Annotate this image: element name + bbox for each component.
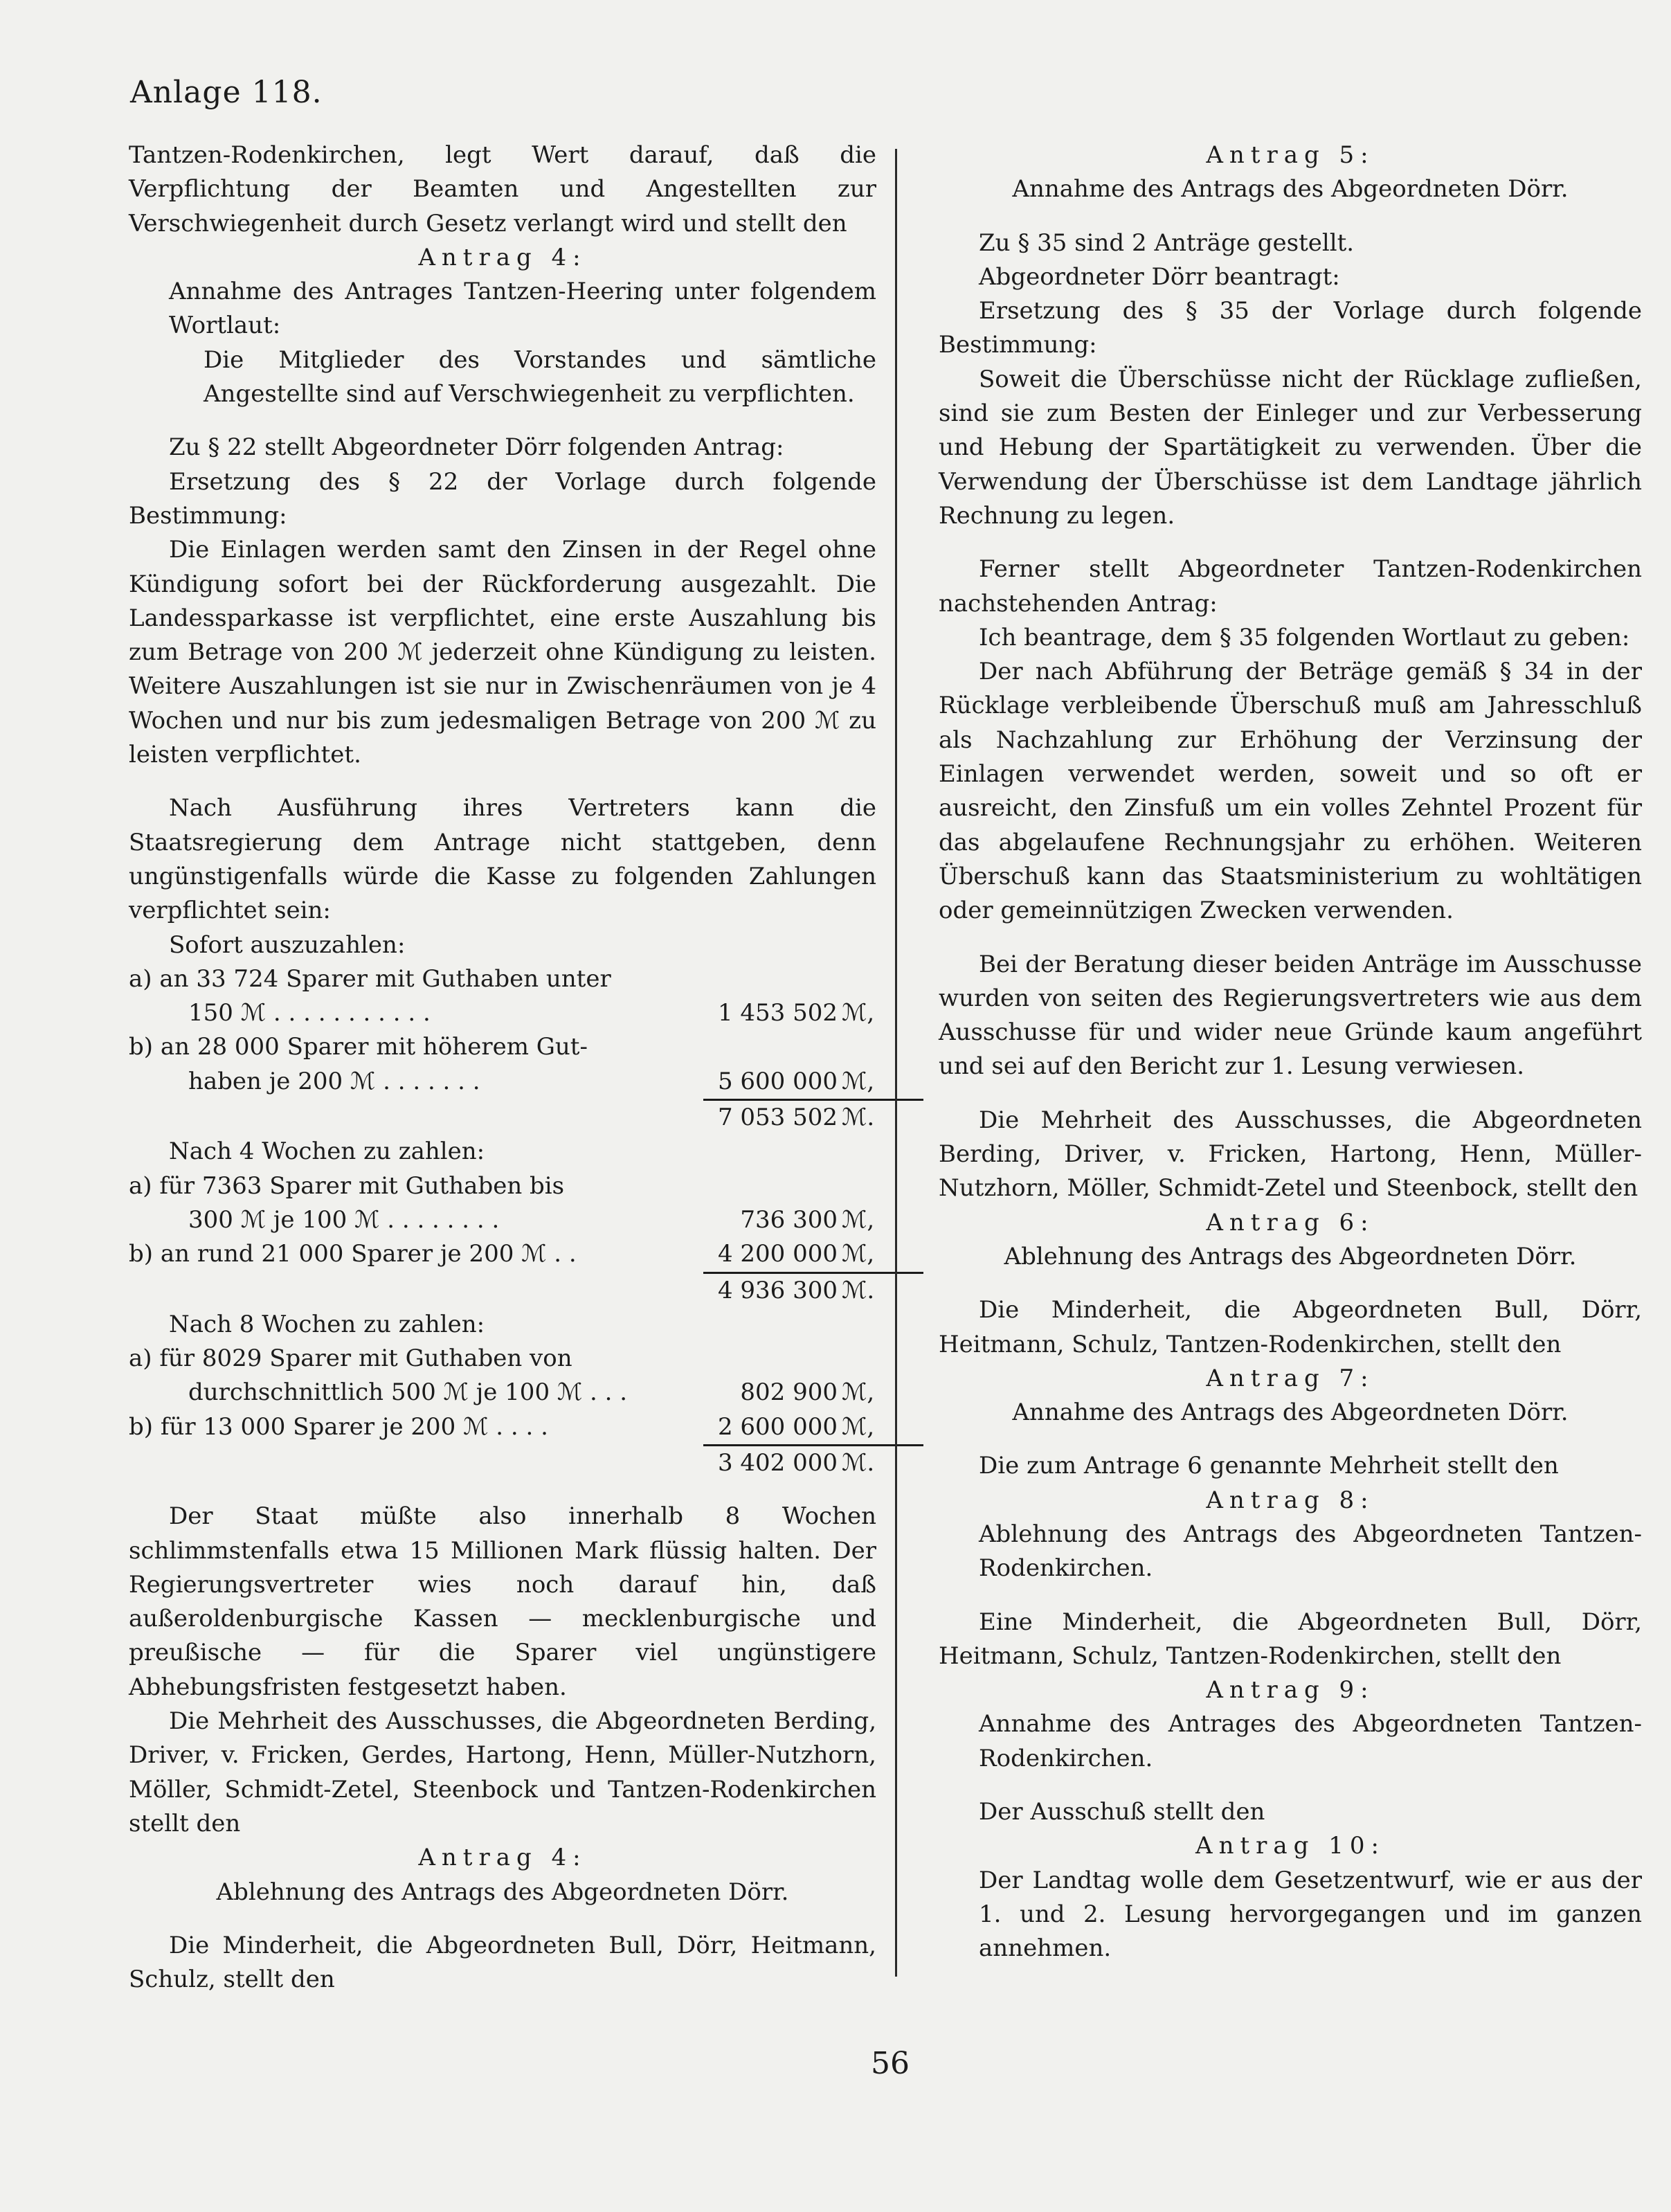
table-unit: ℳ, (842, 1205, 875, 1234)
sum-amount: 3 402 000 (717, 1448, 838, 1477)
sum-amount: 7 053 502 (717, 1104, 838, 1132)
paragraph: Ersetzung des § 35 der Vorlage durch folgende Bestimmung: (939, 297, 1642, 359)
table-amount: 5 600 000 (717, 1067, 838, 1095)
paragraph: Die zum Antrage 6 genannte Mehrheit stellt den (979, 1452, 1559, 1480)
table-row (129, 1237, 876, 1271)
table-row (129, 1065, 876, 1099)
paragraph: Zu § 35 sind 2 Anträge gestellt. (979, 228, 1355, 257)
table-unit: ℳ, (842, 1240, 875, 1268)
paragraph: Die Minderheit, die Abgeordneten Bull, Dörr, Heitmann, Schulz, Tantzen-Rodenkirchen, stellt den (939, 1296, 1642, 1358)
table-unit: ℳ, (842, 1067, 875, 1095)
antrag-text: Annahme des Antrags des Abgeordneten Dörr. (1012, 175, 1569, 204)
paragraph: Abgeordneter Dörr beantragt: (979, 262, 1340, 291)
table-unit: ℳ, (842, 1378, 875, 1407)
table-line: b) an 28 000 Sparer mit höherem Gut- (129, 1033, 588, 1061)
table-label: 300 ℳ je 100 ℳ . . . . . . . . (188, 1205, 500, 1234)
table-label: haben je 200 ℳ . . . . . . . (188, 1067, 480, 1095)
antrag-heading: Antrag 8: (1206, 1486, 1375, 1514)
table-label: 150 ℳ . . . . . . . . . . . (188, 999, 431, 1027)
table-amount: 736 300 (740, 1205, 838, 1234)
table-row (129, 1410, 876, 1444)
paragraph: Nach Ausführung ihres Vertreters kann die Staatsregierung dem Antrage nicht stattgeben, denn ungünstigenfalls würde die Kasse zu folgenden Zahlungen verpflichtet sein: (129, 794, 876, 925)
antrag-heading: Antrag 10: (1195, 1832, 1385, 1860)
table-amount: 802 900 (740, 1378, 838, 1407)
antrag-heading: Antrag 5: (1206, 141, 1375, 169)
paragraph: Die Mehrheit des Ausschusses, die Abgeordneten Berding, Driver, v. Fricken, Hartong, Henn, Müller-Nutzhorn, Möller, Schmidt-Zetel und Steenbock, stellt den (939, 1106, 1642, 1203)
antrag-heading: Antrag 9: (1206, 1676, 1375, 1705)
paragraph: Der Staat müßte also innerhalb 8 Wochen schlimmstenfalls etwa 15 Millionen Mark flüssig halten. Der Regierungsvertreter wies noch darauf hin, daß außeroldenburgische Kassen — mecklenburgische und preußische — für die Sparer viel ungünstigere Abhebungsfristen festgesetzt haben. (129, 1502, 876, 1701)
table-unit: ℳ. (842, 1104, 875, 1132)
table-line: a) an 33 724 Sparer mit Guthaben unter (129, 964, 611, 993)
right-column (939, 138, 1642, 1966)
paragraph: Die Minderheit, die Abgeordneten Bull, Dörr, Heitmann, Schulz, stellt den (129, 1931, 876, 1994)
table-line: a) für 7363 Sparer mit Guthaben bis (129, 1171, 565, 1200)
sum-row (129, 1274, 876, 1308)
paragraph: Ferner stellt Abgeordneter Tantzen-Rodenkirchen nachstehenden Antrag: (939, 555, 1642, 618)
table-row (129, 1376, 876, 1410)
paragraph: Zu § 22 stellt Abgeordneter Dörr folgenden Antrag: (169, 433, 784, 462)
antrag-text: Annahme des Antrages des Abgeordneten Tantzen-Rodenkirchen. (979, 1710, 1642, 1772)
table-unit: ℳ. (842, 1448, 875, 1477)
sum-amount: 4 936 300 (717, 1276, 838, 1304)
table-line: a) für 8029 Sparer mit Guthaben von (129, 1345, 572, 1373)
table-amount: 4 200 000 (717, 1240, 838, 1268)
table-unit: ℳ. (842, 1276, 875, 1304)
table-unit: ℳ, (842, 1412, 875, 1441)
sum-row (129, 1446, 876, 1480)
table-label: b) an rund 21 000 Sparer je 200 ℳ . . (129, 1240, 577, 1268)
antrag-text: Ablehnung des Antrags des Abgeordneten Dörr. (216, 1878, 789, 1906)
paragraph: Eine Minderheit, die Abgeordneten Bull, Dörr, Heitmann, Schulz, Tantzen-Rodenkirchen, stellt den (939, 1608, 1642, 1670)
antrag-heading: Antrag 4: (418, 243, 587, 271)
paragraph: Tantzen-Rodenkirchen, legt Wert darauf, daß die Verpflichtung der Beamten und Angestellten zur Verschwiegenheit durch Gesetz verlangt wird und stellt den (129, 141, 876, 237)
left-column (129, 138, 876, 1997)
table-label: durchschnittlich 500 ℳ je 100 ℳ . . . (188, 1378, 628, 1407)
paragraph: Ersetzung des § 22 der Vorlage durch folgende Bestimmung: (129, 467, 876, 530)
table-group-heading: Sofort auszuzahlen: (169, 930, 406, 959)
antrag-heading: Antrag 4: (418, 1844, 587, 1872)
table-group-heading: Nach 8 Wochen zu zahlen: (169, 1310, 485, 1338)
paragraph: Der nach Abführung der Beträge gemäß § 34 in der Rücklage verbleibende Überschuß muß am Jahresschluß als Nachzahlung zur Erhöhung der Verzinsung der Einlagen verwendet werden, soweit und so oft er ausreicht, den Zinsfuß um ein volles Zehntel Prozent für das abgelaufene Rechnungsjahr zu erhöhen. Weiteren Überschuß kann das Staatsministerium zu wohltätigen oder gemeinnützigen Zwecken verwenden. (939, 658, 1642, 925)
page-header: Anlage 118. (130, 75, 323, 110)
antrag-text: Ablehnung des Antrags des Abgeordneten Dörr. (1004, 1242, 1577, 1270)
antrag-heading: Antrag 7: (1206, 1364, 1375, 1392)
paragraph: Der Ausschuß stellt den (979, 1798, 1265, 1826)
table-label: b) für 13 000 Sparer je 200 ℳ . . . . (129, 1412, 548, 1441)
table-row (129, 1203, 876, 1237)
table-unit: ℳ, (842, 999, 875, 1027)
paragraph: Ich beantrage, dem § 35 folgenden Wortlaut zu geben: (979, 623, 1630, 651)
table-group-heading: Nach 4 Wochen zu zahlen: (169, 1138, 485, 1166)
table-amount: 1 453 502 (717, 999, 838, 1027)
table-row (129, 996, 876, 1030)
column-divider (895, 149, 897, 1977)
antrag-text: Annahme des Antrages Tantzen-Heering unter folgendem Wortlaut: (169, 278, 876, 340)
sum-row (129, 1101, 876, 1135)
paragraph: Die Einlagen werden samt den Zinsen in der Regel ohne Kündigung sofort bei der Rückforderung ausgezahlt. Die Landessparkasse ist verpflichtet, eine erste Auszahlung bis zum Betrage von 200 ℳ jederzeit ohne Kündigung zu leisten. Weitere Auszahlungen ist sie nur in Zwischenräumen von je 4 Wochen und nur bis zum jedesmaligen Betrage von 200 ℳ zu leisten verpflichtet. (129, 536, 876, 769)
antrag-text: Der Landtag wolle dem Gesetzentwurf, wie er aus der 1. und 2. Lesung hervorgegangen und im ganzen annehmen. (979, 1866, 1642, 1963)
quoted-wording: Die Mitglieder des Vorstandes und sämtliche Angestellte sind auf Verschwiegenheit zu verpflichten. (204, 345, 876, 408)
paragraph: Bei der Beratung dieser beiden Anträge im Ausschusse wurden von seiten des Regierungsvertreters wie aus dem Ausschusse für und wider neue Gründe kaum angeführt und sei auf den Bericht zur 1. Lesung verwiesen. (939, 950, 1642, 1081)
antrag-text: Ablehnung des Antrags des Abgeordneten Tantzen-Rodenkirchen. (979, 1520, 1642, 1583)
antrag-heading: Antrag 6: (1206, 1208, 1375, 1237)
paragraph: Soweit die Überschüsse nicht der Rücklage zufließen, sind sie zum Besten der Einleger und zur Verbesserung und Hebung der Spartätigkeit zu verwenden. Über die Verwendung der Überschüsse ist dem Landtage jährlich Rechnung zu legen. (939, 365, 1642, 530)
antrag-text: Annahme des Antrags des Abgeordneten Dörr. (1012, 1399, 1569, 1427)
table-amount: 2 600 000 (717, 1412, 838, 1441)
paragraph: Die Mehrheit des Ausschusses, die Abgeordneten Berding, Driver, v. Fricken, Gerdes, Hartong, Henn, Müller-Nutzhorn, Möller, Schmidt-Zetel, Steenbock und Tantzen-Rodenkirchen stellt den (129, 1707, 876, 1837)
page-number: 56 (871, 2046, 910, 2081)
